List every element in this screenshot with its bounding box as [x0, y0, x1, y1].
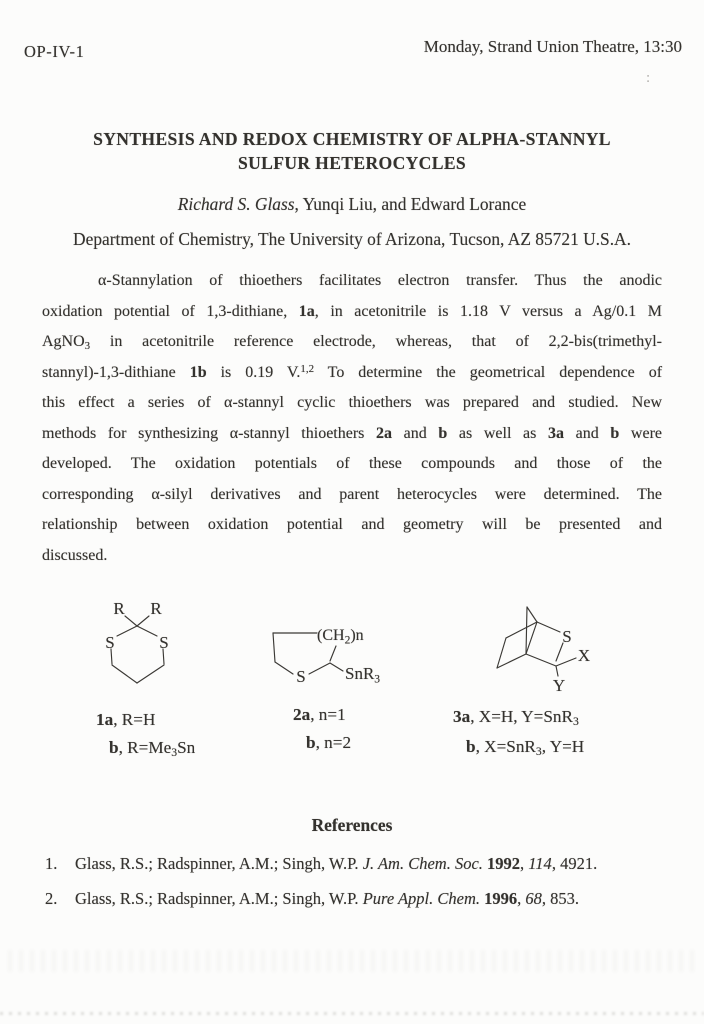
reference-text: Glass, R.S.; Radspinner, A.M.; Singh, W.P. J. Am. Chem. Soc. 1992, 114, 4921. — [75, 854, 598, 873]
paper-title-line1: SYNTHESIS AND REDOX CHEMISTRY OF ALPHA-STANNYL — [93, 129, 611, 149]
structure-1-caption — [96, 706, 195, 764]
stannyl-group-label: SnR$_3$ — [345, 664, 381, 686]
structure-3-bicyclic-drawing — [486, 597, 616, 702]
affiliation-line: Department of Chemistry, The University of Arizona, Tucson, AZ 85721 U.S.A. — [73, 229, 631, 249]
session-code: OP-IV-1 — [24, 42, 85, 61]
paper-title — [0, 128, 704, 175]
substituent-label-y: Y — [552, 676, 566, 695]
structure-1-bonds — [111, 616, 164, 683]
structure-1-caption-line2: b, R=Me3Sn — [109, 738, 196, 760]
structure-1-dithiane-drawing — [90, 598, 190, 698]
scan-artifact — [8, 950, 696, 972]
structure-1-svg — [90, 598, 190, 698]
structure-3-caption-line2: b, X=SnR3, Y=H — [466, 737, 585, 759]
abstract-line: developed. The oxidation potentials of these compounds and those of the — [42, 455, 662, 472]
atom-label-r-left: R — [113, 599, 125, 618]
references-heading: References — [311, 815, 393, 835]
structure-1-caption-line1: 1a, R=H — [96, 710, 156, 729]
abstract-line: discussed. — [42, 546, 108, 564]
abstract-line: oxidation potential of 1,3-dithiane, 1a, in acetonitrile is 1.18 V versus a Ag/0.1 M — [42, 302, 662, 320]
abstract-paragraph — [42, 266, 662, 571]
reference-number: 1. — [45, 854, 58, 873]
structure-3-caption-line1: 3a, X=H, Y=SnR3 — [453, 707, 579, 729]
reference-number: 2. — [45, 889, 58, 908]
reference-item — [45, 889, 671, 909]
structure-2-svg — [260, 600, 405, 700]
abstract-line: α-Stannylation of thioethers facilitates electron transfer. Thus the anodic — [98, 272, 662, 289]
structure-3-svg — [486, 597, 616, 702]
atom-label-s-right: S — [159, 633, 169, 652]
atom-label-r-right: R — [150, 599, 162, 618]
scan-artifact — [0, 1012, 704, 1015]
reference-text: Glass, R.S.; Radspinner, A.M.; Singh, W.P. Pure Appl. Chem. 1996, 68, 853. — [75, 889, 580, 908]
ring-size-label: $(CH_2)n$ — [317, 627, 364, 647]
abstract-line: relationship between oxidation potential and geometry will be presented and — [42, 516, 662, 533]
structure-2-caption-line1: 2a, n=1 — [293, 705, 346, 724]
structure-2-caption — [293, 701, 351, 757]
session-schedule: Monday, Strand Union Theatre, 13:30 — [423, 37, 682, 56]
reference-item — [45, 854, 671, 874]
abstract-line: methods for synthesizing α-stannyl thioethers 2a and b as well as 3a and b were — [42, 424, 662, 442]
authors-line: Richard S. Glass, Yunqi Liu, and Edward Lorance — [177, 194, 527, 214]
structure-2-thioether-drawing — [260, 600, 405, 700]
structure-3-caption — [453, 703, 584, 763]
scan-stray-mark: : — [646, 70, 651, 86]
abstract-line: AgNO3 in acetonitrile reference electrode, whereas, that of 2,2-bis(trimethyl- — [42, 333, 662, 353]
paper-title-line2: SULFUR HETEROCYCLES — [237, 152, 467, 173]
atom-label-s: S — [296, 667, 306, 686]
abstract-line: stannyl)-1,3-dithiane 1b is 0.19 V.$^{1,2}$ To determine the geometrical dependence of — [42, 362, 663, 381]
atom-label-s-left: S — [105, 633, 115, 652]
structure-2-caption-line2: b, n=2 — [306, 733, 352, 752]
abstract-line: this effect a series of α-stannyl cyclic thioethers was prepared and studied. New — [42, 394, 662, 411]
substituent-label-x: X — [577, 646, 591, 665]
atom-label-s: S — [562, 627, 572, 646]
abstract-line: corresponding α-silyl derivatives and parent heterocycles were determined. The — [42, 485, 662, 503]
